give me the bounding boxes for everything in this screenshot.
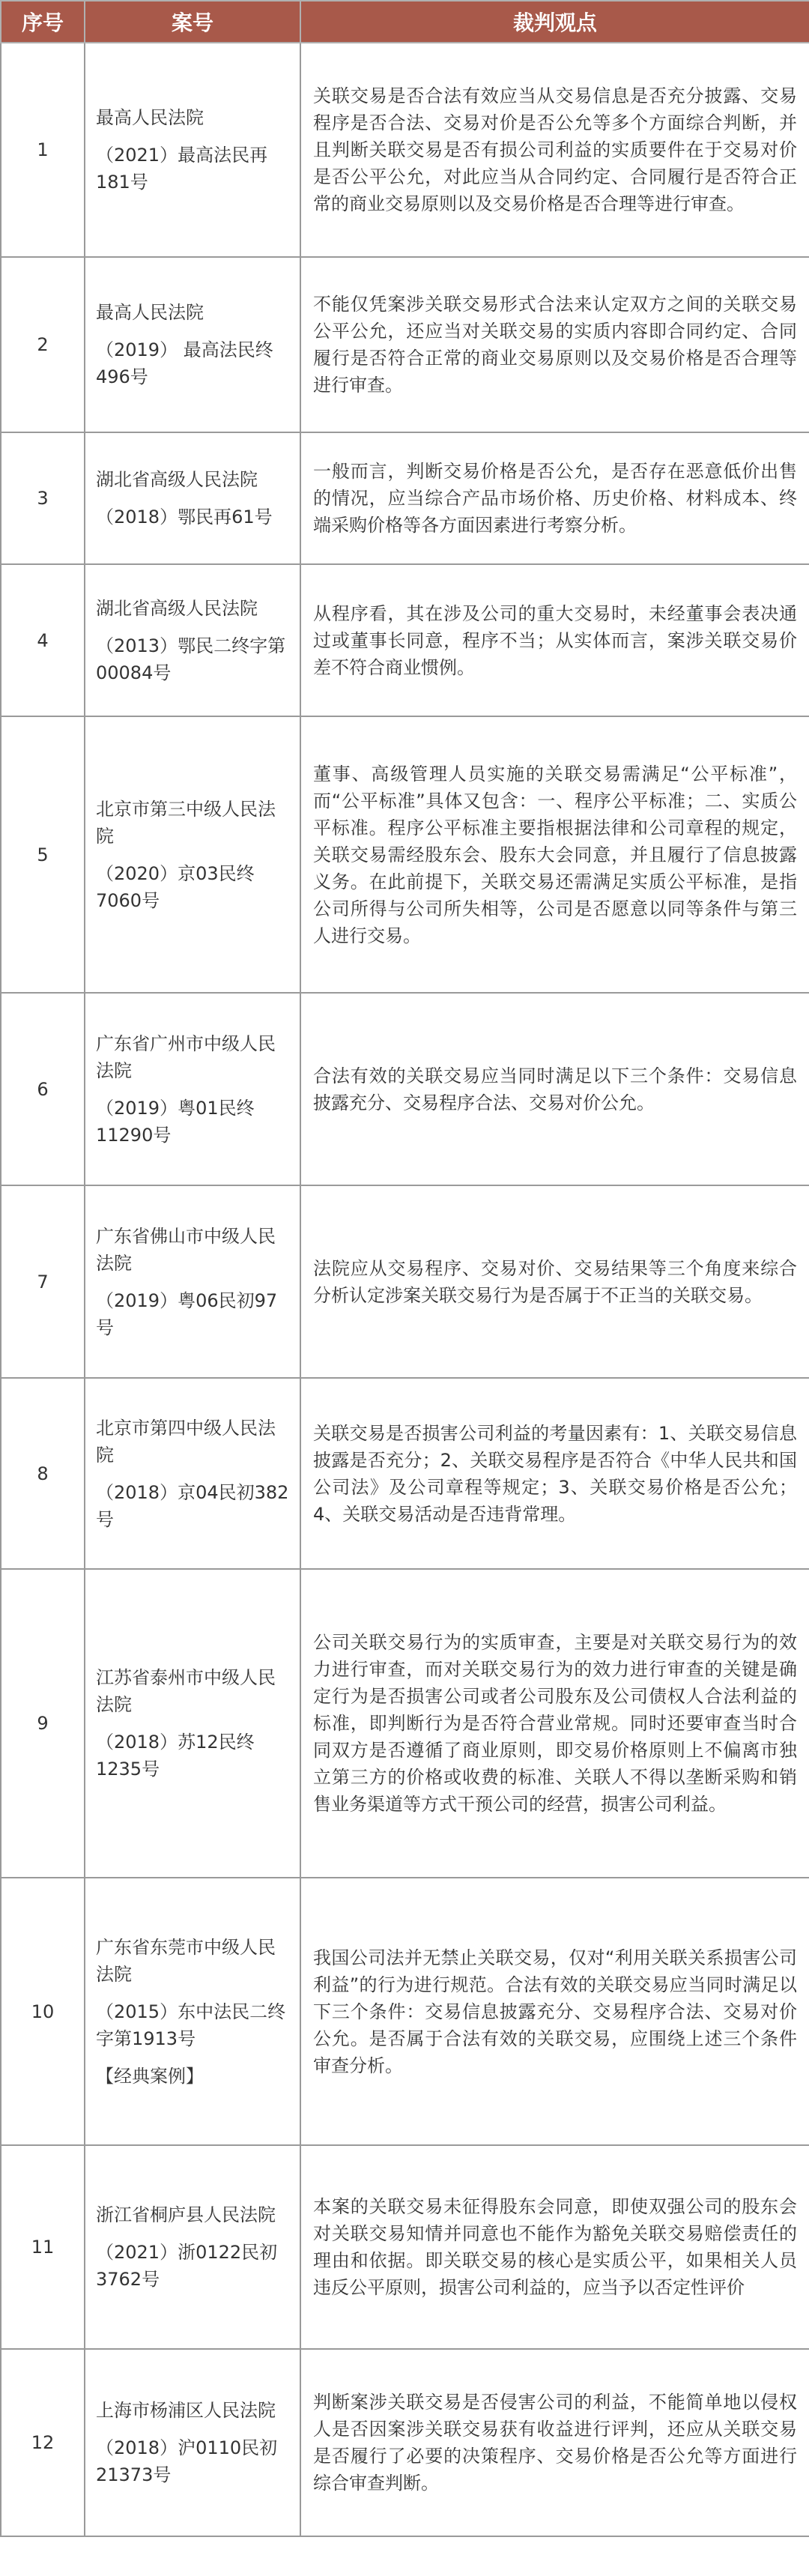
case-cell <box>85 2145 300 2349</box>
case-cell <box>85 2349 300 2536</box>
case-cell <box>85 432 300 564</box>
judgment-view: 合法有效的关联交易应当同时满足以下三个条件：交易信息披露充分、交易程序合法、交易对价公允。 <box>300 993 809 1185</box>
row-number: 6 <box>1 993 85 1185</box>
case-cell <box>85 716 300 993</box>
header-judgment-view: 裁判观点 <box>300 1 809 43</box>
row-number: 2 <box>1 257 85 432</box>
row-number: 10 <box>1 1878 85 2145</box>
case-cell <box>85 993 300 1185</box>
table-row <box>1 1378 809 1569</box>
court-name: 北京市第四中级人民法院 <box>96 1417 276 1466</box>
court-name: 广东省广州市中级人民法院 <box>96 1032 276 1081</box>
court-name: 最高人民法院 <box>96 302 204 323</box>
table-row <box>1 716 809 993</box>
case-number: （2019） 最高法民终496号 <box>96 339 273 387</box>
judgment-view: 判断案涉关联交易是否侵害公司的利益，不能简单地以侵权人是否因案涉关联交易获有收益进行评判，还应从关联交易是否履行了必要的决策程序、交易价格是否公允等方面进行综合审查判断。 <box>300 2349 809 2536</box>
case-cell <box>85 1185 300 1378</box>
case-number: （2013）鄂民二终字第00084号 <box>96 635 286 683</box>
case-number: （2021）浙0122民初3762号 <box>96 2242 278 2290</box>
row-number: 9 <box>1 1569 85 1878</box>
judgment-view: 从程序看，其在涉及公司的重大交易时，未经董事会表决通过或董事长同意，程序不当；从实体而言，案涉关联交易价差不符合商业惯例。 <box>300 564 809 716</box>
table-row <box>1 257 809 432</box>
judgment-view: 本案的关联交易未征得股东会同意，即使双强公司的股东会对关联交易知情并同意也不能作为豁免关联交易赔偿责任的理由和依据。即关联交易的核心是实质公平，如果相关人员违反公平原则，损害公司利益的，应当予以否定性评价 <box>300 2145 809 2349</box>
table-row <box>1 993 809 1185</box>
table-row <box>1 432 809 564</box>
row-number: 12 <box>1 2349 85 2536</box>
table-row <box>1 564 809 716</box>
case-cell <box>85 564 300 716</box>
table-row <box>1 2145 809 2349</box>
judgment-view: 关联交易是否损害公司利益的考量因素有：1、关联交易信息披露是否充分；2、关联交易程序是否符合《中华人民共和国公司法》及公司章程等规定；3、关联交易价格是否公允；4、关联交易活动是否违背常理。 <box>300 1378 809 1569</box>
row-number: 11 <box>1 2145 85 2349</box>
case-number: （2018）沪0110民初21373号 <box>96 2437 278 2485</box>
table-header-row <box>1 1 809 43</box>
table-row <box>1 43 809 257</box>
judgment-view: 法院应从交易程序、交易对价、交易结果等三个角度来综合分析认定涉案关联交易行为是否属于不正当的关联交易。 <box>300 1185 809 1378</box>
case-number: （2019）粤06民初97号 <box>96 1289 278 1338</box>
case-cell <box>85 1378 300 1569</box>
case-number: （2015）东中法民二终字第1913号 <box>96 2001 286 2049</box>
table-row <box>1 1569 809 1878</box>
case-cell <box>85 1878 300 2145</box>
row-number: 3 <box>1 432 85 564</box>
row-number: 7 <box>1 1185 85 1378</box>
case-number: （2020）京03民终7060号 <box>96 862 255 911</box>
judgment-view: 董事、高级管理人员实施的关联交易需满足“公平标准”，而“公平标准”具体又包含：一、程序公平标准；二、实质公平标准。程序公平标准主要指根据法律和公司章程的规定，关联交易需经股东会、股东大会同意，并且履行了信息披露义务。在此前提下，关联交易还需满足实质公平标准，是指公司所得与公司所失相等，公司是否愿意以同等条件与第三人进行交易。 <box>300 716 809 993</box>
court-name: 广东省佛山市中级人民法院 <box>96 1225 276 1274</box>
row-number: 8 <box>1 1378 85 1569</box>
row-number: 5 <box>1 716 85 993</box>
case-cell <box>85 257 300 432</box>
case-number: （2018）鄂民再61号 <box>96 507 273 527</box>
header-case-number: 案号 <box>85 1 300 43</box>
header-serial-number: 序号 <box>1 1 85 43</box>
court-name: 湖北省高级人民法院 <box>96 597 258 619</box>
court-name: 北京市第三中级人民法院 <box>96 798 276 847</box>
court-name: 最高人民法院 <box>96 107 204 128</box>
classic-case-tag: 【经典案例】 <box>96 2065 204 2087</box>
court-name: 浙江省桐庐县人民法院 <box>96 2204 276 2225</box>
row-number: 4 <box>1 564 85 716</box>
judgment-view: 不能仅凭案涉关联交易形式合法来认定双方之间的关联交易公平公允，还应当对关联交易的实质内容即合同约定、合同履行是否符合正常的商业交易原则以及交易价格是否合理等进行审查。 <box>300 257 809 432</box>
case-number: （2018）苏12民终1235号 <box>96 1732 255 1780</box>
case-cell <box>85 1569 300 1878</box>
row-number: 1 <box>1 43 85 257</box>
court-name: 上海市杨浦区人民法院 <box>96 2400 276 2421</box>
court-name: 江苏省泰州市中级人民法院 <box>96 1667 276 1715</box>
court-name: 湖北省高级人民法院 <box>96 469 258 490</box>
table-row <box>1 1878 809 2145</box>
table-row <box>1 1185 809 1378</box>
court-name: 广东省东莞市中级人民法院 <box>96 1936 276 1985</box>
table-row <box>1 2349 809 2536</box>
judgment-view: 关联交易是否合法有效应当从交易信息是否充分披露、交易程序是否合法、交易对价是否公允等多个方面综合判断，并且判断关联交易是否有损公司利益的实质要件在于交易对价是否公平公允，对此应当从合同约定、合同履行是否符合正常的商业交易原则以及交易价格是否合理等进行审查。 <box>300 43 809 257</box>
judgment-view: 一般而言，判断交易价格是否公允，是否存在恶意低价出售的情况，应当综合产品市场价格、历史价格、材料成本、终端采购价格等各方面因素进行考察分析。 <box>300 432 809 564</box>
case-number: （2018）京04民初382号 <box>96 1481 289 1530</box>
case-number: （2019）粤01民终11290号 <box>96 1097 255 1146</box>
case-cell <box>85 43 300 257</box>
judgment-view: 我国公司法并无禁止关联交易，仅对“利用关联关系损害公司利益”的行为进行规范。合法有效的关联交易应当同时满足以下三个条件：交易信息披露充分、交易程序合法、交易对价公允。是否属于合法有效的关联交易，应围绕上述三个条件审查分析。 <box>300 1878 809 2145</box>
case-number: （2021）最高法民再181号 <box>96 145 268 193</box>
judgment-view: 公司关联交易行为的实质审查，主要是对关联交易行为的效力进行审查，而对关联交易行为的效力进行审查的关键是确定行为是否损害公司或者公司股东及公司债权人合法利益的标准，即判断行为是否符合营业常规。同时还要审查当时合同双方是否遵循了商业原则，即交易价格原则上不偏离市独立第三方的价格或收费的标准、关联人不得以垄断采购和销售业务渠道等方式干预公司的经营，损害公司利益。 <box>300 1569 809 1878</box>
